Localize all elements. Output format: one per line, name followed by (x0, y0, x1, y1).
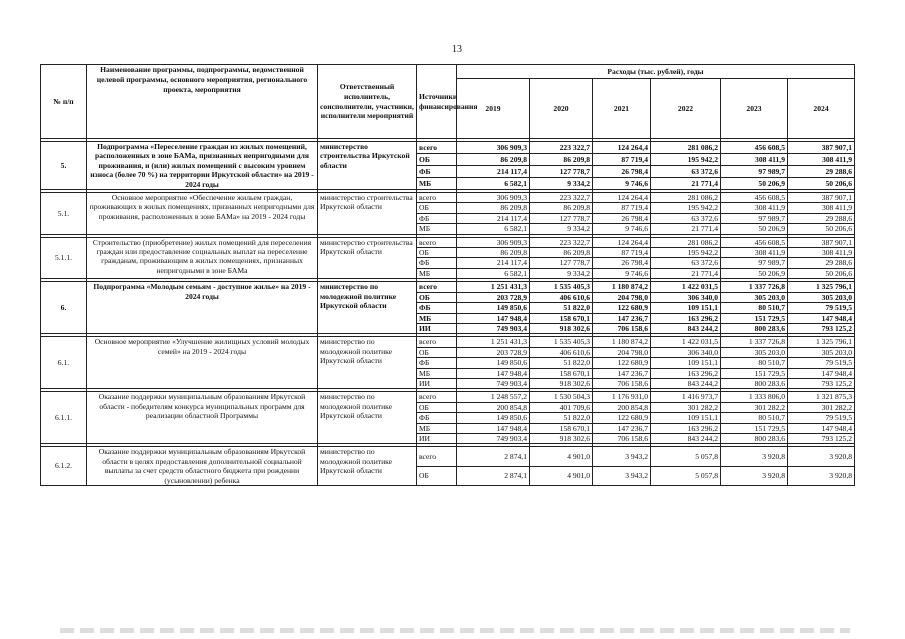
expense-value: 86 209,8 (457, 154, 530, 166)
expense-value: 163 296,2 (651, 313, 721, 323)
funding-source: всего (417, 142, 457, 154)
expense-value: 200 854,8 (593, 402, 651, 412)
expense-value: 5 057,8 (651, 447, 721, 466)
responsible-executor: министерство по молодежной политике Иркутской области (318, 447, 417, 486)
expense-value: 63 372,6 (651, 166, 721, 178)
expense-value: 9 334,2 (530, 224, 593, 234)
activity-name: Подпрограмма «Переселение граждан из жилых помещений, расположенных в зоне БАМа, признанных непригодными для проживания, и (или) жилых помещений с высоким уровнем износа (более 70 %) на территории Иркутской области» на 2019 - 2024 годы (87, 142, 318, 190)
funding-source: всего (417, 193, 457, 203)
funding-source: МБ (417, 268, 457, 278)
expense-value: 6 582,1 (457, 178, 530, 190)
expense-value: 151 729,5 (721, 368, 788, 378)
expense-value: 387 907,1 (788, 142, 855, 154)
expense-value: 29 288,6 (788, 166, 855, 178)
table-body (41, 139, 855, 486)
expense-value: 456 608,5 (721, 237, 788, 247)
expense-value: 86 209,8 (530, 154, 593, 166)
expense-value: 63 372,6 (651, 258, 721, 268)
expense-value: 124 264,4 (593, 142, 651, 154)
expense-value: 306 909,3 (457, 237, 530, 247)
funding-source: ФБ (417, 303, 457, 313)
expense-value: 147 236,7 (593, 423, 651, 433)
expense-value: 1 535 405,3 (530, 282, 593, 292)
expense-value: 50 206,9 (721, 178, 788, 190)
responsible-executor: министерство по молодежной политике Иркутской области (318, 392, 417, 444)
header-responsible: Ответственный исполнитель, соисполнители, участники, исполнители мероприятий (318, 65, 417, 139)
expense-value: 1 337 726,8 (721, 282, 788, 292)
expense-value: 387 907,1 (788, 193, 855, 203)
activity-name: Оказание поддержки муниципальным образованиям Иркутской области в целях предоставления дополнительной социальной выплаты за счет средств областного бюджета при рождении (усыновлении) ребенка (87, 447, 318, 486)
expense-value: 80 510,7 (721, 358, 788, 368)
expense-value: 5 057,8 (651, 466, 721, 485)
expense-value: 6 582,1 (457, 268, 530, 278)
funding-source: всего (417, 447, 457, 466)
expense-value: 3 920,8 (721, 447, 788, 466)
expense-value: 308 411,9 (788, 154, 855, 166)
funding-source: МБ (417, 224, 457, 234)
expense-value: 50 206,9 (721, 224, 788, 234)
expense-value: 127 778,7 (530, 213, 593, 223)
funding-source: ОБ (417, 402, 457, 412)
expense-value: 1 176 931,0 (593, 392, 651, 402)
activity-name: Оказание поддержки муниципальным образованиям Иркутской области - победителям конкурса муниципальных программ для реализации областной Программы (87, 392, 318, 444)
expense-value: 147 236,7 (593, 368, 651, 378)
expense-value: 214 117,4 (457, 213, 530, 223)
expense-value: 2 874,1 (457, 466, 530, 485)
expense-value: 127 778,7 (530, 166, 593, 178)
expense-value: 122 680,9 (593, 303, 651, 313)
expense-value: 301 282,2 (651, 402, 721, 412)
expense-value: 87 719,4 (593, 154, 651, 166)
expense-value: 50 206,6 (788, 224, 855, 234)
expense-value: 21 771,4 (651, 224, 721, 234)
expense-value: 3 943,2 (593, 466, 651, 485)
funding-source: ФБ (417, 413, 457, 423)
next-page-bleed (60, 628, 850, 633)
expense-value: 26 798,4 (593, 166, 651, 178)
row-number: 6.1. (41, 337, 87, 389)
expense-value: 21 771,4 (651, 268, 721, 278)
expense-value: 1 321 875,3 (788, 392, 855, 402)
expense-value: 918 302,6 (530, 378, 593, 388)
expense-value: 843 244,2 (651, 433, 721, 443)
expense-value: 1 530 504,3 (530, 392, 593, 402)
expense-value: 1 416 973,7 (651, 392, 721, 402)
table-row (41, 193, 855, 203)
expense-value: 147 948,4 (788, 313, 855, 323)
responsible-executor: министерство строительства Иркутской области (318, 142, 417, 190)
expense-value: 122 680,9 (593, 413, 651, 423)
expense-value: 149 850,6 (457, 413, 530, 423)
expense-value: 793 125,2 (788, 433, 855, 443)
activity-name: Основное мероприятие «Улучшение жилищных условий молодых семей» на 2019 - 2024 годы (87, 337, 318, 389)
funding-source: всего (417, 237, 457, 247)
row-number: 6. (41, 282, 87, 334)
expense-value: 97 989,7 (721, 166, 788, 178)
funding-source: ФБ (417, 213, 457, 223)
expense-value: 26 798,4 (593, 258, 651, 268)
row-number: 5.1.1. (41, 237, 87, 279)
expense-value: 387 907,1 (788, 237, 855, 247)
funding-source: ОБ (417, 347, 457, 357)
activity-name: Основное мероприятие «Обеспечение жильем граждан, проживающих в жилых помещениях, признанных непригодными для проживания, расположенных в зоне БАМа» на 2019 - 2024 годы (87, 193, 318, 235)
expense-value: 147 948,4 (788, 368, 855, 378)
expense-value: 80 510,7 (721, 413, 788, 423)
expense-value: 3 920,8 (788, 447, 855, 466)
expense-value: 301 282,2 (721, 402, 788, 412)
expense-value: 749 903,4 (457, 433, 530, 443)
funding-source: ОБ (417, 154, 457, 166)
expense-value: 800 283,6 (721, 433, 788, 443)
responsible-executor: министерство по молодежной политике Иркутской области (318, 282, 417, 334)
expense-value: 203 728,9 (457, 347, 530, 357)
expense-value: 9 746,6 (593, 268, 651, 278)
expense-value: 109 151,1 (651, 413, 721, 423)
expense-value: 50 206,6 (788, 178, 855, 190)
expense-value: 456 608,5 (721, 142, 788, 154)
expense-value: 86 209,8 (457, 203, 530, 213)
expense-value: 9 746,6 (593, 224, 651, 234)
expense-value: 1 325 796,1 (788, 337, 855, 347)
expense-value: 281 086,2 (651, 237, 721, 247)
expense-value: 406 610,6 (530, 292, 593, 302)
expense-value: 124 264,4 (593, 237, 651, 247)
funding-source: всего (417, 282, 457, 292)
expense-value: 800 283,6 (721, 323, 788, 333)
expense-value: 2 874,1 (457, 447, 530, 466)
expense-value: 706 158,6 (593, 433, 651, 443)
funding-source: ОБ (417, 292, 457, 302)
funding-source: ФБ (417, 358, 457, 368)
header-name: Наименование программы, подпрограммы, ведомственной целевой программы, основного мероприятия, регионального проекта, мероприятия (87, 65, 318, 139)
expense-value: 3 920,8 (788, 466, 855, 485)
responsible-executor: министерство строительства Иркутской области (318, 237, 417, 279)
expense-value: 456 608,5 (721, 193, 788, 203)
expense-value: 203 728,9 (457, 292, 530, 302)
expense-value: 749 903,4 (457, 378, 530, 388)
expense-value: 204 798,0 (593, 347, 651, 357)
expense-value: 109 151,1 (651, 358, 721, 368)
expense-value: 306 909,3 (457, 193, 530, 203)
expense-value: 800 283,6 (721, 378, 788, 388)
expense-value: 87 719,4 (593, 203, 651, 213)
expense-value: 204 798,0 (593, 292, 651, 302)
expense-value: 1 180 874,2 (593, 282, 651, 292)
expense-value: 305 203,0 (721, 347, 788, 357)
expense-value: 158 670,1 (530, 313, 593, 323)
row-number: 5.1. (41, 193, 87, 235)
header-year: 2020 (530, 79, 593, 139)
expense-value: 4 901,0 (530, 447, 593, 466)
funding-source: ИИ (417, 323, 457, 333)
expense-value: 26 798,4 (593, 213, 651, 223)
expense-value: 63 372,6 (651, 213, 721, 223)
expense-value: 158 670,1 (530, 423, 593, 433)
table-row (41, 392, 855, 402)
expense-value: 843 244,2 (651, 323, 721, 333)
expense-value: 163 296,2 (651, 368, 721, 378)
header-source: Источники финансирования (417, 65, 457, 139)
header-expenses: Расходы (тыс. рублей), годы (457, 65, 855, 79)
expenses-table (40, 64, 855, 486)
funding-source: ОБ (417, 466, 457, 485)
expense-value: 301 282,2 (788, 402, 855, 412)
expense-value: 706 158,6 (593, 323, 651, 333)
expense-value: 1 251 431,3 (457, 282, 530, 292)
expense-value: 147 948,4 (457, 368, 530, 378)
row-number: 5. (41, 142, 87, 190)
expense-value: 305 203,0 (788, 292, 855, 302)
expense-value: 306 909,3 (457, 142, 530, 154)
expense-value: 406 610,6 (530, 347, 593, 357)
expense-value: 80 510,7 (721, 303, 788, 313)
expense-value: 50 206,9 (721, 268, 788, 278)
expense-value: 6 582,1 (457, 224, 530, 234)
header-year: 2023 (721, 79, 788, 139)
expense-value: 9 746,6 (593, 178, 651, 190)
expense-value: 151 729,5 (721, 313, 788, 323)
expense-value: 305 203,0 (721, 292, 788, 302)
expense-value: 195 942,2 (651, 248, 721, 258)
header-year: 2021 (593, 79, 651, 139)
responsible-executor: министерство по молодежной политике Иркутской области (318, 337, 417, 389)
expense-value: 29 288,6 (788, 213, 855, 223)
expense-value: 9 334,2 (530, 268, 593, 278)
expense-value: 149 850,6 (457, 303, 530, 313)
table-row (41, 282, 855, 292)
expense-value: 29 288,6 (788, 258, 855, 268)
expense-value: 223 322,7 (530, 142, 593, 154)
funding-source: всего (417, 337, 457, 347)
expense-value: 1 248 557,2 (457, 392, 530, 402)
expense-value: 50 206,6 (788, 268, 855, 278)
expense-value: 151 729,5 (721, 423, 788, 433)
expense-value: 1 251 431,3 (457, 337, 530, 347)
expense-value: 214 117,4 (457, 166, 530, 178)
funding-source: МБ (417, 368, 457, 378)
header-year: 2022 (651, 79, 721, 139)
expense-value: 843 244,2 (651, 378, 721, 388)
expense-value: 87 719,4 (593, 248, 651, 258)
expense-value: 4 901,0 (530, 466, 593, 485)
funding-source: МБ (417, 423, 457, 433)
funding-source: ОБ (417, 248, 457, 258)
expense-value: 97 989,7 (721, 258, 788, 268)
expense-value: 306 340,0 (651, 292, 721, 302)
expense-value: 793 125,2 (788, 378, 855, 388)
page-number: 13 (452, 44, 462, 55)
responsible-executor: министерство строительства Иркутской области (318, 193, 417, 235)
expense-value: 195 942,2 (651, 203, 721, 213)
funding-source: ФБ (417, 166, 457, 178)
expense-value: 223 322,7 (530, 193, 593, 203)
expense-value: 223 322,7 (530, 237, 593, 247)
table-row (41, 142, 855, 154)
expense-value: 706 158,6 (593, 378, 651, 388)
activity-name: Подпрограмма «Молодым семьям - доступное жилье» на 2019 - 2024 годы (87, 282, 318, 334)
expense-value: 1 422 031,5 (651, 282, 721, 292)
expense-value: 9 334,2 (530, 178, 593, 190)
funding-source: МБ (417, 313, 457, 323)
row-number: 6.1.2. (41, 447, 87, 486)
expense-value: 308 411,9 (721, 203, 788, 213)
table-row (41, 237, 855, 247)
expense-value: 79 519,5 (788, 303, 855, 313)
expense-value: 308 411,9 (788, 203, 855, 213)
expense-value: 86 209,8 (530, 203, 593, 213)
expense-value: 124 264,4 (593, 193, 651, 203)
expense-value: 122 680,9 (593, 358, 651, 368)
expense-value: 1 325 796,1 (788, 282, 855, 292)
expense-value: 308 411,9 (721, 248, 788, 258)
funding-source: ИИ (417, 378, 457, 388)
expense-value: 1 535 405,3 (530, 337, 593, 347)
expense-value: 147 948,4 (788, 423, 855, 433)
expense-value: 86 209,8 (530, 248, 593, 258)
funding-source: ОБ (417, 203, 457, 213)
expense-value: 147 236,7 (593, 313, 651, 323)
expense-value: 281 086,2 (651, 142, 721, 154)
funding-source: всего (417, 392, 457, 402)
expense-value: 306 340,0 (651, 347, 721, 357)
expense-value: 147 948,4 (457, 423, 530, 433)
funding-source: ИИ (417, 433, 457, 443)
expense-value: 97 989,7 (721, 213, 788, 223)
expense-value: 200 854,8 (457, 402, 530, 412)
expense-value: 86 209,8 (457, 248, 530, 258)
expense-value: 305 203,0 (788, 347, 855, 357)
header-no: № п/п (41, 65, 87, 139)
header-year: 2019 (457, 79, 530, 139)
row-number: 6.1.1. (41, 392, 87, 444)
expense-value: 401 709,6 (530, 402, 593, 412)
expense-value: 3 920,8 (721, 466, 788, 485)
expense-value: 163 296,2 (651, 423, 721, 433)
table-row (41, 337, 855, 347)
expense-value: 127 778,7 (530, 258, 593, 268)
expense-value: 1 333 806,0 (721, 392, 788, 402)
expense-value: 918 302,6 (530, 323, 593, 333)
expense-value: 51 822,0 (530, 303, 593, 313)
expense-value: 149 850,6 (457, 358, 530, 368)
expense-value: 147 948,4 (457, 313, 530, 323)
funding-source: МБ (417, 178, 457, 190)
expense-value: 793 125,2 (788, 323, 855, 333)
table-row (41, 447, 855, 466)
expense-value: 79 519,5 (788, 413, 855, 423)
header-year: 2024 (788, 79, 855, 139)
funding-source: ФБ (417, 258, 457, 268)
expense-value: 308 411,9 (721, 154, 788, 166)
expense-value: 1 337 726,8 (721, 337, 788, 347)
expense-value: 214 117,4 (457, 258, 530, 268)
expense-value: 281 086,2 (651, 193, 721, 203)
expense-value: 51 822,0 (530, 358, 593, 368)
expense-value: 21 771,4 (651, 178, 721, 190)
expense-value: 158 670,1 (530, 368, 593, 378)
expense-value: 3 943,2 (593, 447, 651, 466)
expense-value: 195 942,2 (651, 154, 721, 166)
expense-value: 1 180 874,2 (593, 337, 651, 347)
expense-value: 51 822,0 (530, 413, 593, 423)
expense-value: 749 903,4 (457, 323, 530, 333)
expense-value: 918 302,6 (530, 433, 593, 443)
expense-value: 109 151,1 (651, 303, 721, 313)
expense-value: 1 422 031,5 (651, 337, 721, 347)
expense-value: 79 519,5 (788, 358, 855, 368)
expense-value: 308 411,9 (788, 248, 855, 258)
activity-name: Строительство (приобретение) жилых помещений для переселения граждан или предоставление социальных выплат на переселение гражданам, проживающим в жилых помещениях, признанных непригодными в зоне БАМа (87, 237, 318, 279)
